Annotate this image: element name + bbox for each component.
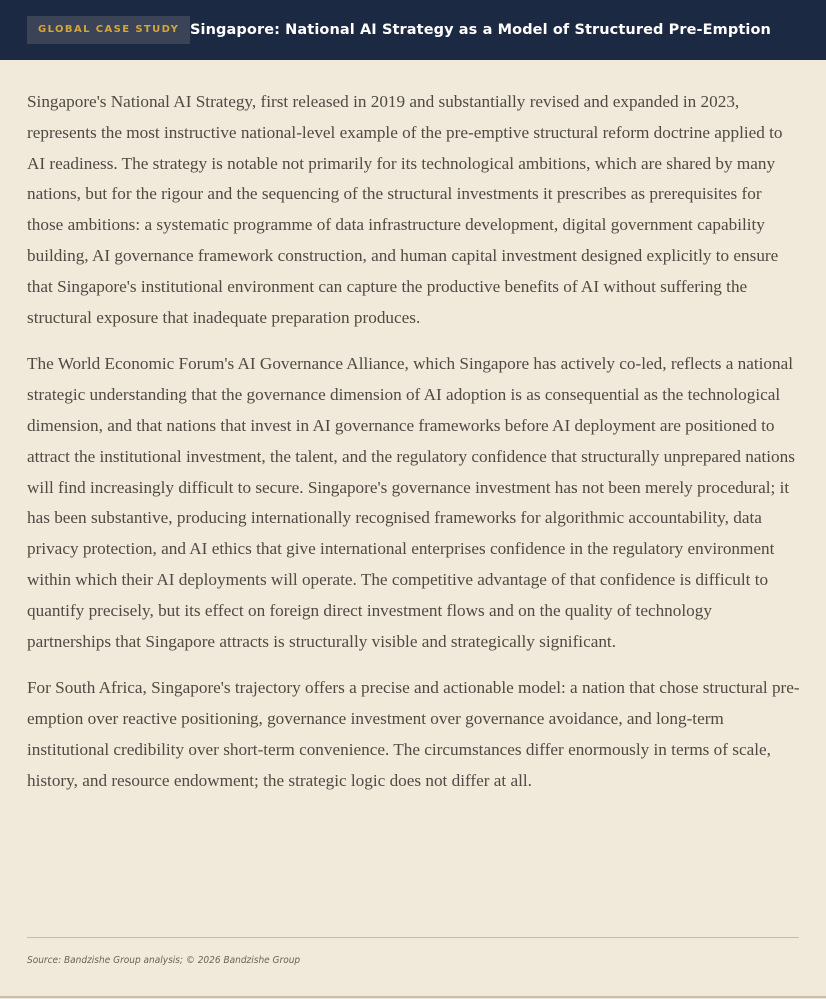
body-paragraph: The World Economic Forum's AI Governance Alliance, which Singapore has actively co-led, reflects a national strategic understanding that the governance dimension of AI adoption is as consequential as the technological dimension, and that nations that invest in AI governance frameworks before AI deployment are positioned to attract the institutional investment, the talent, and the regulatory confidence that structurally unprepared nations will find increasingly difficult to secure. Singapore's governance investment has not been merely procedural; it has been substantive, producing internationally recognised frameworks for algorithmic accountability, data privacy protection, and AI ethics that give international enterprises confidence in the regulatory environment within which their AI deployments will operate. The competitive advantage of that confidence is difficult to quantify precisely, but its effect on foreign direct investment flows and on the quality of technology partnerships that Singapore attracts is structurally visible and strategically significant.: [27, 354, 795, 651]
body-paragraph: For South Africa, Singapore's trajectory offers a precise and actionable model: a nation that chose structural pre-emption over reactive positioning, governance investment over governance avoidance, and long-term institutional credibility over short-term convenience. The circumstances differ enormously in terms of scale, history, and resource endowment; the strategic logic does not differ at all.: [27, 678, 800, 790]
footer-divider: [27, 937, 799, 938]
case-study-badge: GLOBAL CASE STUDY: [27, 16, 190, 44]
case-study-header: [0, 0, 826, 60]
source-note: Source: Bandzishe Group analysis; © 2026 Bandzishe Group: [27, 955, 301, 966]
case-study-body: [27, 87, 800, 813]
body-paragraph: Singapore's National AI Strategy, first released in 2019 and substantially revised and expanded in 2023, represents the most instructive national-level example of the pre-emptive structural reform doctrine applied to AI readiness. The strategy is notable not primarily for its technological ambitions, which are shared by many nations, but for the rigour and the sequencing of the structural investments it prescribes as prerequisites for those ambitions: a systematic programme of data infrastructure development, digital government capability building, AI governance framework construction, and human capital investment designed explicitly to ensure that Singapore's institutional environment can capture the productive benefits of AI without suffering the structural exposure that inadequate preparation produces.: [27, 92, 783, 327]
case-study-title: Singapore: National AI Strategy as a Model of Structured Pre-Emption: [190, 22, 771, 38]
bottom-divider: [0, 996, 826, 998]
